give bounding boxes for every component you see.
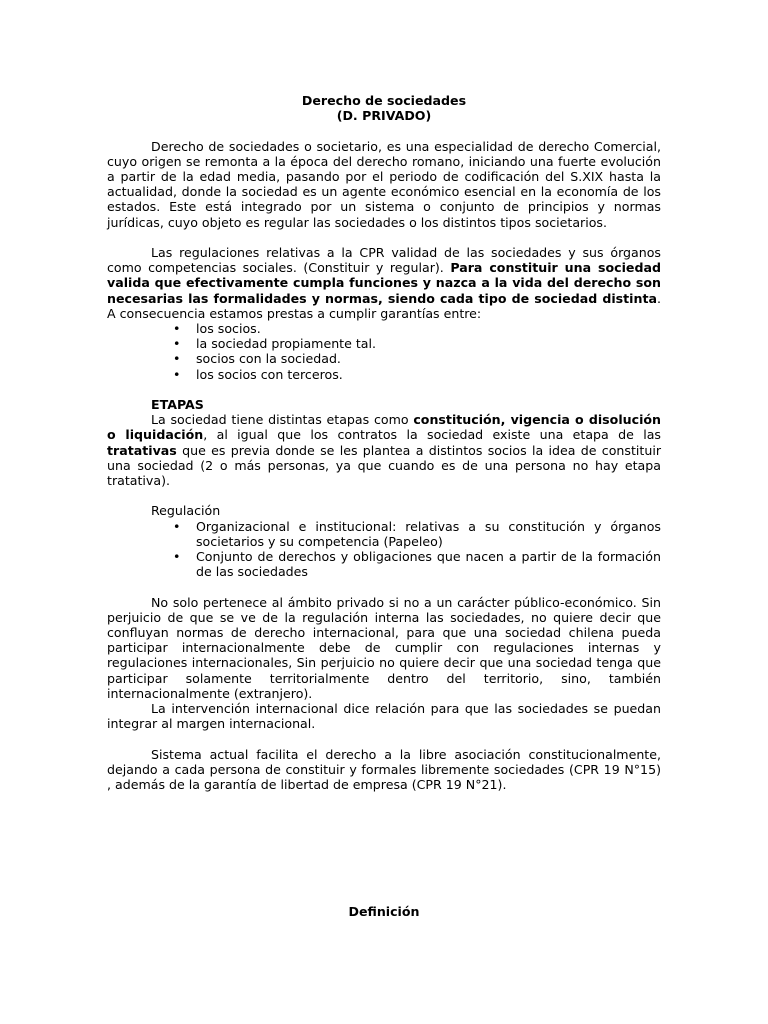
etapas-text-b: , al igual que los contratos la sociedad existe una etapa de las <box>203 427 661 443</box>
etapas-text-a: La sociedad tiene distintas etapas como <box>151 412 414 428</box>
list-item: • los socios. <box>107 321 661 336</box>
paragraph-ambito: No solo pertenece al ámbito privado si no a un carácter público-económico. Sin perjuicio de que se ve de la regulación interna las sociedades, no quiere decir que confluyan normas de derecho internacional, para que una sociedad chilena pueda participar internacionalmente debe de cumplir con regulaciones internas y regulaciones internacionales, Sin perjuicio no quiere decir que una sociedad tenga que participar solamente territorialmente dentro del territorio, sino, también internacionalmente (extranjero). <box>107 594 661 701</box>
paragraph-etapas <box>107 412 661 488</box>
etapas-heading-text: ETAPAS <box>151 397 204 413</box>
document-page <box>107 93 662 919</box>
paragraph-regulaciones-bold: Para constituir una sociedad valida que efectivamente cumpla funciones y nazca a la vida del derecho son necesarias las formalidades y normas, siendo cada tipo de sociedad distinta <box>107 260 661 306</box>
regulacion-list <box>107 519 661 580</box>
list-item: • la sociedad propiamente tal. <box>107 336 661 351</box>
paragraph-intro: Derecho de sociedades o societario, es una especialidad de derecho Comercial, cuyo origen se remonta a la época del derecho romano, iniciando una fuerte evolución a partir de la edad media, pasando por el periodo de codificación del S.XIX hasta la actualidad, donde la sociedad es un agente económico esencial en la economía de los estados. Este está integrado por un sistema o conjunto de principios y normas jurídicas, cuyo objeto es regular las sociedades o los distintos tipos societarios. <box>107 138 661 230</box>
paragraph-regulaciones <box>107 245 661 321</box>
regulacion-heading: Regulación <box>151 503 221 519</box>
list-item: • Conjunto de derechos y obligaciones que nacen a partir de la formación de las sociedades <box>107 549 661 579</box>
list-item: • socios con la sociedad. <box>107 351 661 366</box>
etapas-bold-stages: constitución, vigencia o disolución o liquidación <box>107 412 662 443</box>
etapas-text-c: que es previa donde se les plantea a distintos socios la idea de constituir una sociedad (2 o más personas, ya que cuando es de una persona no hay etapa tratativa). <box>107 442 661 489</box>
paragraph-regulaciones-text: Las regulaciones relativas a la CPR validad de las sociedades y sus órganos como competencias sociales. (Constituir y regular). <box>107 245 661 276</box>
document-subtitle: (D. PRIVADO) <box>336 108 432 124</box>
list-item: • Organizacional e institucional: relativas a su constitución y órganos societarios y su competencia (Papeleo) <box>107 519 661 549</box>
paragraph-regulaciones-tail: . A consecuencia estamos prestas a cumplir garantías entre: <box>107 290 661 321</box>
paragraph-sistema: Sistema actual facilita el derecho a la libre asociación constitucionalmente, dejando a cada persona de constituir y formales libremente sociedades (CPR 19 N°15) , además de la garantía de libertad de empresa (CPR 19 N°21). <box>107 746 661 793</box>
document-title: Derecho de sociedades <box>301 93 467 108</box>
etapas-bold-tratativas: tratativas <box>107 442 177 458</box>
list-item: • los socios con terceros. <box>107 367 661 382</box>
definicion-heading: Definición <box>348 904 420 919</box>
paragraph-intervencion: La intervención internacional dice relación para que las sociedades se puedan integrar al margen internacional. <box>107 701 661 732</box>
garantias-list <box>107 321 661 382</box>
etapas-heading <box>107 397 661 412</box>
